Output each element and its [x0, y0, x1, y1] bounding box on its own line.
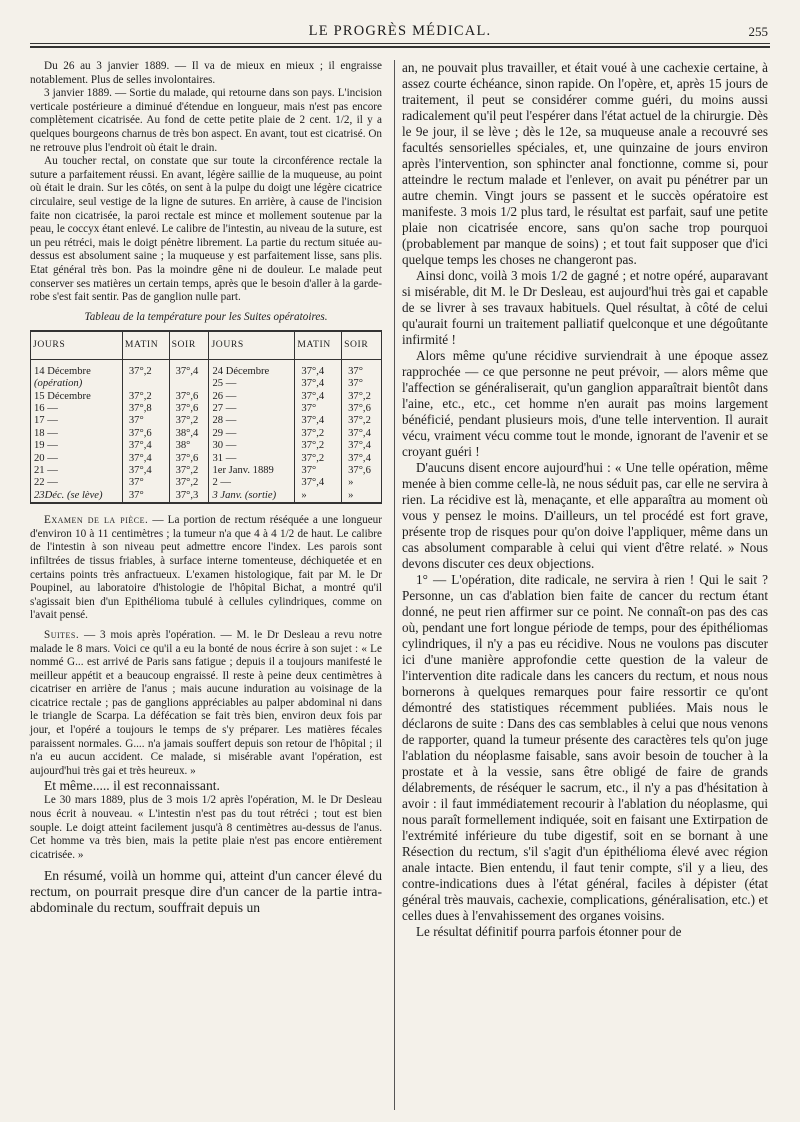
table-cell: 37°	[295, 465, 342, 477]
paragraph: Alors même qu'une récidive surviendrait à une époque assez rapprochée — ce que personne ne peut prévoir, — alors même que l'affection se généraliserait, qu'un ganglion apparaîtrait bientôt dans l'aine, etc., etc., cet homme n'en aurait pas moins largement bénéficié, pendant plusieurs mois, d'une telle intervention. Il aurait vécu, vraiment vécu comme tout le monde, ignorant de l'avenir et se croyant guéri !	[402, 348, 768, 459]
table-header-row	[31, 331, 382, 359]
paragraph-text: — La portion de rectum réséquée a une longueur d'environ 10 à 11 centimètres ; la tumeur n'a que 4 à 4 1/2 de haut. Le calibre de l'intestin à son niveau peut admettre encore l'index. Les parois sont infiltrées de tissus friables, à surface interne tomenteuse, déchiquetée et en certains points très anfractueux. L'examen histologique, fait par M. le Dr Poupinel, au laboratoire d'histologie de l'hôpital Bichat, a montré qu'il s'agissait bien d'un Epithélioma tubulé à cellules cylindriques, comme on l'avait pensé.	[30, 514, 382, 622]
table-row	[31, 391, 382, 403]
table-cell: 25 —	[209, 378, 295, 390]
table-cell: 15 Décembre	[31, 391, 123, 403]
header-rule-thick	[30, 46, 770, 48]
table-row	[31, 415, 382, 427]
table-row	[31, 378, 382, 390]
table-cell: 18 —	[31, 428, 123, 440]
table-cell: »	[342, 477, 382, 489]
table-row	[31, 490, 382, 503]
table-cell: 37°,2	[122, 359, 169, 378]
table-cell: 37°,2	[169, 415, 209, 427]
right-column	[402, 60, 768, 940]
table-row	[31, 428, 382, 440]
table-cell: 37°,2	[169, 465, 209, 477]
column-divider	[394, 60, 395, 1110]
paragraph: 3 janvier 1889. — Sortie du malade, qui retourne dans son pays. L'incision verticale postérieure a diminué d'étendue en longueur, mais n'est pas encore complètement cicatrisée. Au fond de cette petite plaie de 2 cent. 1/2, il y a quelques bourgeons charnus de très bon aspect. En avant, tout est cicatrisé. On ne retrouve plus l'endroit où était le drain.	[30, 87, 382, 154]
table-cell: 37°,4	[295, 378, 342, 390]
table-row	[31, 359, 382, 378]
table-row	[31, 440, 382, 452]
table-cell: 31 —	[209, 453, 295, 465]
table-cell: 37°,4	[122, 440, 169, 452]
paragraph: an, ne pouvait plus travailler, et était voué à une cachexie certaine, à assez courte échéance, sinon rapide. On l'opère, et, après 15 jours de traitement, il peut se considérer comme guéri, du moins aussi radicalement qu'il peut l'espérer dans l'état actuel de la chirurgie. Dès le 9e jour, il se lève ; dès le 12e, sa muqueuse anale a recouvré ses facultés sensorielles spéciales, et, une quinzaine de jours environ après l'intervention, son sphincter anal fonctionne, comme si, pour atteindre le rectum malade et l'enlever, on avait pu pénétrer par un autre chemin. Vingt jours se passent et le succès opératoire est manifeste. 3 mois 1/2 plus tard, le résultat est parfait, sauf une petite plaie non cicatrisée encore, sans qu'on sache trop pourquoi (probablement par manque de soins) ; et tout fait supposer que d'ici quelque temps les choses ne changeront pas.	[402, 60, 768, 267]
table-cell: 2 —	[209, 477, 295, 489]
table-cell: 37°	[122, 415, 169, 427]
table-header-cell: SOIR	[169, 331, 209, 359]
table-cell: 17 —	[31, 415, 123, 427]
paragraph	[30, 514, 382, 623]
table-row	[31, 477, 382, 489]
table-cell: 37°	[342, 378, 382, 390]
table-header-cell: MATIN	[295, 331, 342, 359]
table-cell: 37°	[122, 490, 169, 503]
paragraph: En résumé, voilà un homme qui, atteint d'un cancer élevé du rectum, on pourrait presque dire d'un cancer de la partie intra-abdominale du rectum, souffrait depuis un	[30, 868, 382, 916]
left-column	[30, 60, 382, 916]
table-cell: 37°,4	[122, 453, 169, 465]
journal-title: LE PROGRÈS MÉDICAL.	[308, 23, 492, 39]
table-cell: 37°	[295, 403, 342, 415]
table-cell: (opération)	[31, 378, 123, 390]
table-cell: 37°,4	[295, 391, 342, 403]
table-cell: 37°,4	[295, 415, 342, 427]
table-cell: »	[295, 490, 342, 503]
table-cell: 37°,4	[295, 359, 342, 378]
header-rule	[30, 43, 770, 44]
section-head: Examen de la pièce.	[44, 514, 149, 527]
table-cell: 14 Décembre	[31, 359, 123, 378]
table-header-cell: JOURS	[31, 331, 123, 359]
table-cell: 37°,6	[169, 391, 209, 403]
table-cell: 37°,6	[169, 453, 209, 465]
table-cell: 3 Janv. (sortie)	[209, 490, 295, 503]
table-cell: 37°,2	[342, 415, 382, 427]
table-cell	[169, 378, 209, 390]
table-cell: 37°,2	[295, 453, 342, 465]
table-cell: 27 —	[209, 403, 295, 415]
table-cell: 24 Décembre	[209, 359, 295, 378]
table-cell: 37°,4	[342, 453, 382, 465]
page-header	[30, 22, 770, 42]
table-cell: 37°,4	[122, 465, 169, 477]
table-cell: 37°,2	[169, 477, 209, 489]
table-cell: 1er Janv. 1889	[209, 465, 295, 477]
table-header-cell: SOIR	[342, 331, 382, 359]
table-cell: 37°,2	[295, 428, 342, 440]
table-cell: 26 —	[209, 391, 295, 403]
table-cell: 38°	[169, 440, 209, 452]
table-cell: 37°,2	[122, 391, 169, 403]
paragraph: Ainsi donc, voilà 3 mois 1/2 de gagné ; et notre opéré, auparavant si misérable, dit M. le Dr Desleau, est aujourd'hui très gai et capable de se livrer à ses travaux habituels. Quel résultat, à côté de celui qu'aurait fourni un traitement palliatif quelconque et une dégoûtante infirmité !	[402, 268, 768, 347]
table-cell: 23Déc. (se lève)	[31, 490, 123, 503]
paragraph: Et même..... il est reconnaissant.	[44, 778, 220, 794]
table-cell: 37°	[122, 477, 169, 489]
table-row	[31, 403, 382, 415]
table-body	[31, 359, 382, 503]
temperature-table	[30, 330, 382, 504]
paragraph-text: — 3 mois après l'opération. — M. le Dr Desleau a revu notre malade le 8 mars. Voici ce qu'il a eu la bonté de nous écrire à son sujet : « Le nommé G... est arrivé de Paris sans fatigue ; depuis il a toujours manifesté le meilleur appétit et a beaucoup engraissé. Il reste à peine deux centimètres à cicatriser en arrière de l'anus ; mais aucune induration au voisinage de la cicatrice rectale ; pas de ganglions appréciables au palper abdominal ni dans le triangle de Scarpa. La défécation se fait très bien, environ deux fois par jour, et l'opéré a toujours le temps de s'y préparer. Les matières fécales paraissent normales. G.... n'a jamais souffert depuis son retour de l'hôpital ; il n'a eu aucun accident. Ce malade, si misérable avant l'opération, est aujourd'hui très gai et très heureux. »	[30, 628, 382, 777]
table-row	[31, 465, 382, 477]
paragraph: 1° — L'opération, dite radicale, ne servira à rien ! Qui le sait ? Personne, un cas d'ablation bien faite de cancer du rectum étant donné, ne peut rien affirmer sur ce point. Ne connaît-on pas des cas où, pendant une fort longue période de temps, pour des épithéliomas cylindriques, il n'y a pas eu récidive. Nous ne voulons pas discuter ici d'une manière approfondie cette question de la valeur de l'intervention dite radicale dans les cancers du rectum, et nous nous bornerons à quelques remarques pour faire ressortir ce qu'ont démontré des statistiques récemment publiées. Mais nous le déclarons de suite : Dans des cas semblables à celui que nous venons de rapporter, quand la tumeur présente des caractères tels qu'on juge l'ablation du néoplasme faisable, sans avoir besoin de toucher à la prostate et à la vessie, sans être obligé de faire de grands délabrements, de réséquer le sacrum, etc., il n'y a pas d'hésitation à avoir : il faut immédiatement recourir à l'ablation du néoplasme, qui nous paraît formellement indiquée, soit en faisant une Extirpation de l'extrémité inférieure du tube digestif, soit en se bornant à une Résection du rectum, s'il s'agit d'un épithélioma élevé avec région anale intacte. Bien entendu, il faut tenir compte, s'il y a lieu, des contre-indications dues à l'état général, faciles à dépister (état général très mauvais, cachexie, complications, généralisation, etc.) et celles dues à l'envahissement des organes voisins.	[402, 572, 768, 923]
table-row	[31, 453, 382, 465]
table-cell: 37°,8	[122, 403, 169, 415]
paragraph: D'aucuns disent encore aujourd'hui : « Une telle opération, même menée à bien comme celle-là, ne nous séduit pas, car elle ne servira à rien. La récidive est là, menaçante, et elle apparaîtra au moment où vous y pensez le moins. D'ailleurs, un tel procédé est fort grave, présente trop de risques pour qu'on doive l'appliquer, même dans un cas absolument comparable à celui qui vient d'être relaté. » Nous devons discuter ces deux objections.	[402, 460, 768, 571]
table-cell: 37°,6	[122, 428, 169, 440]
table-header-cell: MATIN	[122, 331, 169, 359]
paragraph: Le résultat définitif pourra parfois étonner pour de	[416, 924, 682, 939]
table-cell: 28 —	[209, 415, 295, 427]
table-cell: 37°,4	[342, 440, 382, 452]
table-cell: 38°,4	[169, 428, 209, 440]
table-cell: 19 —	[31, 440, 123, 452]
table-cell: 37°,6	[169, 403, 209, 415]
table-cell: 37°,6	[342, 465, 382, 477]
paragraph: Le 30 mars 1889, plus de 3 mois 1/2 après l'opération, M. le Dr Desleau nous écrit à nouveau. « L'intestin n'est pas du tout rétréci ; tout est bien souple. Le doigt atteint facilement jusqu'à 8 centimètres au-dessus de l'anus. Cet homme va très bien, mais la petite plaie n'est pas encore entièrement cicatrisée. »	[30, 794, 382, 861]
table-caption: Tableau de la température pour les Suites opératoires.	[84, 310, 328, 323]
table-cell: »	[342, 490, 382, 503]
paragraph: Au toucher rectal, on constate que sur toute la circonférence rectale la suture a parfaitement réussi. En avant, légère saillie de la muqueuse, au point où était le drain. Sur les côtés, on sent à la pulpe du doigt une légère cicatrice circulaire, seul vestige de la ligne de sutures. En arrière, à cause de l'incision faite non cicatrisée, la paroi rectale est mince et mollement soutenue par la peau, le coccyx étant enlevé. Le calibre de l'intestin, au niveau de la suture, est un peu rétréci, mais le doigt pénètre librement. La partie du rectum située au-dessus est absolument saine ; la muqueuse y est parfaitement lisse, sans plis. Etat général très bon. Pas la moindre gêne ni de douleur. Le malade peut conserver ses matières un certain temps, après que le besoin d'aller à la garde-robe s'est fait sentir. Pas de ganglion nulle part.	[30, 155, 382, 304]
table-cell: 37°,4	[342, 428, 382, 440]
section-head: Suites.	[44, 628, 80, 641]
paragraph	[30, 629, 382, 779]
table-cell: 37°,2	[342, 391, 382, 403]
table-cell: 37°	[342, 359, 382, 378]
table-cell: 22 —	[31, 477, 123, 489]
table-cell: 37°,6	[342, 403, 382, 415]
table-cell	[122, 378, 169, 390]
table-header-cell: JOURS	[209, 331, 295, 359]
table-cell: 20 —	[31, 453, 123, 465]
table-cell: 37°,4	[295, 477, 342, 489]
table-cell: 29 —	[209, 428, 295, 440]
paragraph: Du 26 au 3 janvier 1889. — Il va de mieux en mieux ; il engraisse notablement. Plus de selles involontaires.	[30, 60, 382, 86]
table-cell: 21 —	[31, 465, 123, 477]
table-cell: 30 —	[209, 440, 295, 452]
table-cell: 37°,3	[169, 490, 209, 503]
table-cell: 16 —	[31, 403, 123, 415]
page-number: 255	[748, 24, 768, 39]
table-cell: 37°,4	[169, 359, 209, 378]
table-cell: 37°,2	[295, 440, 342, 452]
